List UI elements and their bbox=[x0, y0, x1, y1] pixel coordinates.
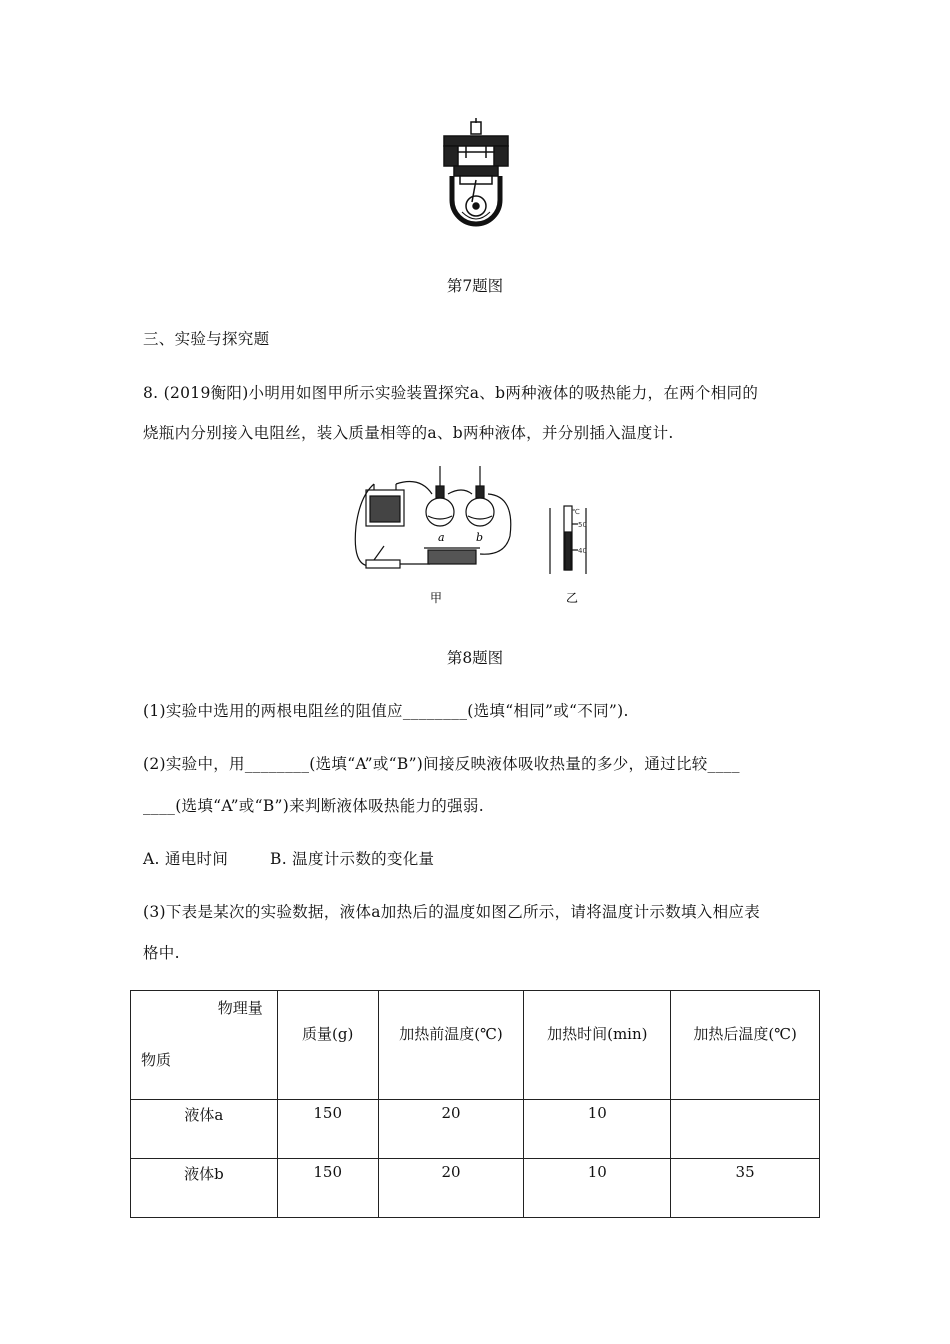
corner-top: 物理量 bbox=[217, 999, 263, 1017]
q8-part1: (1)实验中选用的两根电阻丝的阻值应________(选填“相同”或“不同”). bbox=[143, 702, 629, 720]
fig7-caption: 第7题图 bbox=[446, 277, 504, 295]
row-name: 液体b bbox=[131, 1159, 278, 1218]
table-row bbox=[131, 1159, 820, 1218]
flask-b-label: b bbox=[476, 531, 484, 544]
corner-cell bbox=[131, 991, 278, 1100]
section-title: 三、实验与探究题 bbox=[143, 330, 270, 348]
row-temp-after: 35 bbox=[671, 1159, 820, 1218]
row-mass: 150 bbox=[277, 1100, 378, 1159]
q8-part2-line1: (2)实验中，用________(选填“A”或“B”)间接反映液体吸收热量的多少，通过比较____ bbox=[143, 755, 740, 773]
header-time: 加热时间(min) bbox=[524, 991, 671, 1100]
thermo-tick-50: 50 bbox=[578, 521, 587, 529]
row-name: 液体a bbox=[131, 1100, 278, 1159]
corner-bottom: 物质 bbox=[141, 1051, 172, 1069]
thermo-tick-40: 40 bbox=[578, 547, 587, 555]
data-table bbox=[130, 990, 820, 1218]
switch-icon bbox=[366, 560, 400, 568]
row-temp-after bbox=[671, 1100, 820, 1159]
row-temp-before: 20 bbox=[378, 1100, 524, 1159]
q8-part3-line1: (3)下表是某次的实验数据，液体a加热后的温度如图乙所示，请将温度计示数填入相应表 bbox=[143, 903, 760, 921]
q8-part3-line2: 格中. bbox=[143, 944, 180, 962]
table-row bbox=[131, 1100, 820, 1159]
fig8-caption: 第8题图 bbox=[446, 649, 504, 667]
header-temp-before: 加热前温度(℃) bbox=[378, 991, 524, 1100]
table-header-row bbox=[131, 991, 820, 1100]
header-mass: 质量(g) bbox=[277, 991, 378, 1100]
thermo-unit: ℃ bbox=[572, 508, 580, 516]
header-temp-after: 加热后温度(℃) bbox=[671, 991, 820, 1100]
row-time: 10 bbox=[524, 1159, 671, 1218]
row-temp-before: 20 bbox=[378, 1159, 524, 1218]
engine-diagram bbox=[438, 118, 514, 230]
q8-intro-line2: 烧瓶内分别接入电阻丝，装入质量相等的a、b两种液体，并分别插入温度计. bbox=[143, 424, 674, 442]
flask-b bbox=[466, 498, 494, 526]
apparatus-diagram bbox=[340, 466, 620, 612]
option-a: A. 通电时间 bbox=[143, 850, 229, 868]
row-mass: 150 bbox=[277, 1159, 378, 1218]
row-time: 10 bbox=[524, 1100, 671, 1159]
q8-part2-line2: ____(选填“A”或“B”)来判断液体吸热能力的强弱. bbox=[143, 797, 484, 815]
label-yi: 乙 bbox=[566, 591, 579, 605]
option-b: B. 温度计示数的变化量 bbox=[270, 850, 435, 868]
flask-a-label: a bbox=[438, 531, 445, 544]
q8-intro-line1: 8. (2019衡阳)小明用如图甲所示实验装置探究a、b两种液体的吸热能力，在两个相同的 bbox=[143, 384, 759, 402]
label-jia: 甲 bbox=[430, 591, 443, 605]
rheostat-icon bbox=[428, 550, 476, 564]
flask-a bbox=[426, 498, 454, 526]
